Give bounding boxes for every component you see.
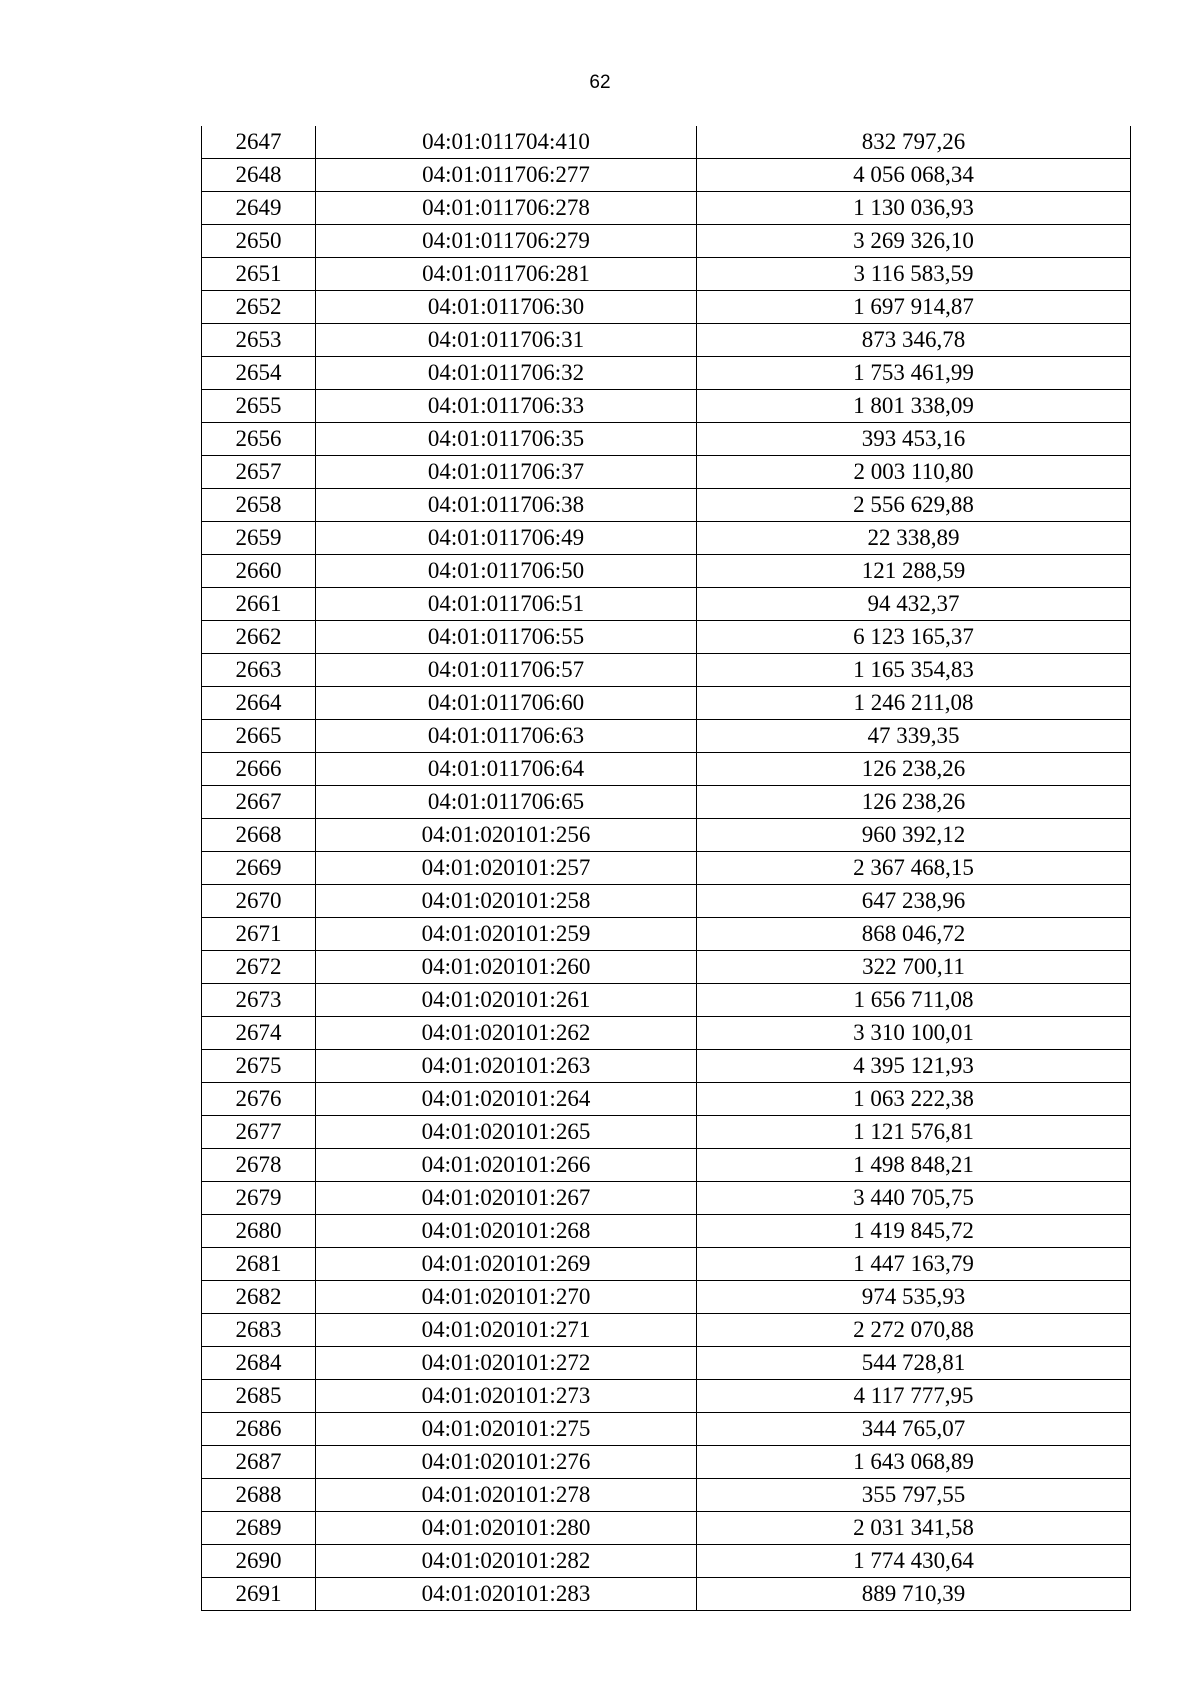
value-cell: 1 419 845,72: [697, 1215, 1131, 1248]
cadastral-number-cell: 04:01:020101:270: [316, 1281, 697, 1314]
cadastral-number-cell: 04:01:011706:60: [316, 687, 697, 720]
cadastral-number-cell: 04:01:011706:49: [316, 522, 697, 555]
row-number-cell: 2663: [202, 654, 316, 687]
value-cell: 1 774 430,64: [697, 1545, 1131, 1578]
table-row: [202, 555, 1131, 588]
cadastral-number-cell: 04:01:011706:64: [316, 753, 697, 786]
cadastral-number-cell: 04:01:020101:282: [316, 1545, 697, 1578]
row-number-cell: 2672: [202, 951, 316, 984]
value-cell: 1 498 848,21: [697, 1149, 1131, 1182]
row-number-cell: 2651: [202, 258, 316, 291]
value-cell: 2 272 070,88: [697, 1314, 1131, 1347]
value-cell: 1 063 222,38: [697, 1083, 1131, 1116]
table-row: [202, 819, 1131, 852]
table-row: [202, 390, 1131, 423]
row-number-cell: 2662: [202, 621, 316, 654]
cadastral-number-cell: 04:01:020101:258: [316, 885, 697, 918]
row-number-cell: 2656: [202, 423, 316, 456]
row-number-cell: 2684: [202, 1347, 316, 1380]
value-cell: 2 031 341,58: [697, 1512, 1131, 1545]
cadastral-number-cell: 04:01:011706:55: [316, 621, 697, 654]
table-row: [202, 1380, 1131, 1413]
value-cell: 3 116 583,59: [697, 258, 1131, 291]
table-row: [202, 588, 1131, 621]
table-row: [202, 192, 1131, 225]
table-row: [202, 1314, 1131, 1347]
row-number-cell: 2650: [202, 225, 316, 258]
row-number-cell: 2674: [202, 1017, 316, 1050]
table-row: [202, 1281, 1131, 1314]
cadastral-number-cell: 04:01:020101:264: [316, 1083, 697, 1116]
row-number-cell: 2691: [202, 1578, 316, 1611]
cadastral-number-cell: 04:01:020101:272: [316, 1347, 697, 1380]
value-cell: 1 656 711,08: [697, 984, 1131, 1017]
value-cell: 344 765,07: [697, 1413, 1131, 1446]
cadastral-number-cell: 04:01:020101:256: [316, 819, 697, 852]
table-row: [202, 1545, 1131, 1578]
cadastral-number-cell: 04:01:011706:33: [316, 390, 697, 423]
row-number-cell: 2673: [202, 984, 316, 1017]
table-row: [202, 753, 1131, 786]
value-cell: 47 339,35: [697, 720, 1131, 753]
table-row: [202, 1347, 1131, 1380]
table-row: [202, 489, 1131, 522]
value-cell: 126 238,26: [697, 753, 1131, 786]
value-cell: 2 367 468,15: [697, 852, 1131, 885]
row-number-cell: 2682: [202, 1281, 316, 1314]
table-body: [202, 126, 1131, 1611]
cadastral-number-cell: 04:01:020101:257: [316, 852, 697, 885]
value-cell: 1 165 354,83: [697, 654, 1131, 687]
value-cell: 1 246 211,08: [697, 687, 1131, 720]
table-row: [202, 654, 1131, 687]
cadastral-number-cell: 04:01:020101:267: [316, 1182, 697, 1215]
table-row: [202, 225, 1131, 258]
cadastral-number-cell: 04:01:020101:262: [316, 1017, 697, 1050]
row-number-cell: 2648: [202, 159, 316, 192]
value-cell: 647 238,96: [697, 885, 1131, 918]
cadastral-number-cell: 04:01:011706:57: [316, 654, 697, 687]
value-cell: 544 728,81: [697, 1347, 1131, 1380]
table-row: [202, 984, 1131, 1017]
table-row: [202, 1578, 1131, 1611]
row-number-cell: 2661: [202, 588, 316, 621]
row-number-cell: 2659: [202, 522, 316, 555]
cadastral-number-cell: 04:01:011706:278: [316, 192, 697, 225]
cadastral-number-cell: 04:01:011706:281: [316, 258, 697, 291]
row-number-cell: 2686: [202, 1413, 316, 1446]
table-row: [202, 126, 1131, 159]
row-number-cell: 2666: [202, 753, 316, 786]
cadastral-number-cell: 04:01:011706:65: [316, 786, 697, 819]
row-number-cell: 2688: [202, 1479, 316, 1512]
table-row: [202, 291, 1131, 324]
value-cell: 1 643 068,89: [697, 1446, 1131, 1479]
value-cell: 1 801 338,09: [697, 390, 1131, 423]
row-number-cell: 2655: [202, 390, 316, 423]
cadastral-number-cell: 04:01:011706:37: [316, 456, 697, 489]
value-cell: 1 447 163,79: [697, 1248, 1131, 1281]
row-number-cell: 2668: [202, 819, 316, 852]
cadastral-number-cell: 04:01:011706:277: [316, 159, 697, 192]
table-row: [202, 1446, 1131, 1479]
row-number-cell: 2671: [202, 918, 316, 951]
value-cell: 2 556 629,88: [697, 489, 1131, 522]
value-cell: 4 056 068,34: [697, 159, 1131, 192]
row-number-cell: 2649: [202, 192, 316, 225]
row-number-cell: 2652: [202, 291, 316, 324]
row-number-cell: 2675: [202, 1050, 316, 1083]
cadastral-number-cell: 04:01:020101:278: [316, 1479, 697, 1512]
cadastral-number-cell: 04:01:020101:280: [316, 1512, 697, 1545]
row-number-cell: 2654: [202, 357, 316, 390]
table-row: [202, 1017, 1131, 1050]
table-row: [202, 357, 1131, 390]
cadastral-number-cell: 04:01:020101:266: [316, 1149, 697, 1182]
value-cell: 1 121 576,81: [697, 1116, 1131, 1149]
value-cell: 1 130 036,93: [697, 192, 1131, 225]
row-number-cell: 2667: [202, 786, 316, 819]
row-number-cell: 2647: [202, 126, 316, 159]
row-number-cell: 2680: [202, 1215, 316, 1248]
value-cell: 3 440 705,75: [697, 1182, 1131, 1215]
row-number-cell: 2681: [202, 1248, 316, 1281]
cadastral-number-cell: 04:01:011706:35: [316, 423, 697, 456]
value-cell: 3 269 326,10: [697, 225, 1131, 258]
table-row: [202, 1413, 1131, 1446]
page-number: 62: [589, 72, 611, 93]
value-cell: 121 288,59: [697, 555, 1131, 588]
cadastral-number-cell: 04:01:020101:271: [316, 1314, 697, 1347]
row-number-cell: 2690: [202, 1545, 316, 1578]
row-number-cell: 2683: [202, 1314, 316, 1347]
cadastral-number-cell: 04:01:020101:283: [316, 1578, 697, 1611]
cadastral-number-cell: 04:01:011706:50: [316, 555, 697, 588]
table-row: [202, 1182, 1131, 1215]
cadastral-number-cell: 04:01:011706:38: [316, 489, 697, 522]
value-cell: 1 753 461,99: [697, 357, 1131, 390]
value-cell: 4 117 777,95: [697, 1380, 1131, 1413]
table-row: [202, 1215, 1131, 1248]
row-number-cell: 2679: [202, 1182, 316, 1215]
value-cell: 1 697 914,87: [697, 291, 1131, 324]
cadastral-number-cell: 04:01:011706:30: [316, 291, 697, 324]
value-cell: 94 432,37: [697, 588, 1131, 621]
table-row: [202, 159, 1131, 192]
table-row: [202, 621, 1131, 654]
value-cell: 126 238,26: [697, 786, 1131, 819]
table-row: [202, 786, 1131, 819]
cadastral-number-cell: 04:01:020101:259: [316, 918, 697, 951]
cadastral-number-cell: 04:01:011706:279: [316, 225, 697, 258]
table-row: [202, 1083, 1131, 1116]
cadastral-number-cell: 04:01:011706:31: [316, 324, 697, 357]
cadastral-number-cell: 04:01:020101:269: [316, 1248, 697, 1281]
cadastral-number-cell: 04:01:011706:63: [316, 720, 697, 753]
row-number-cell: 2658: [202, 489, 316, 522]
row-number-cell: 2665: [202, 720, 316, 753]
row-number-cell: 2687: [202, 1446, 316, 1479]
cadastral-number-cell: 04:01:011706:32: [316, 357, 697, 390]
cadastral-number-cell: 04:01:020101:265: [316, 1116, 697, 1149]
table-row: [202, 1512, 1131, 1545]
row-number-cell: 2669: [202, 852, 316, 885]
value-cell: 4 395 121,93: [697, 1050, 1131, 1083]
row-number-cell: 2653: [202, 324, 316, 357]
row-number-cell: 2678: [202, 1149, 316, 1182]
cadastral-number-cell: 04:01:020101:268: [316, 1215, 697, 1248]
value-cell: 960 392,12: [697, 819, 1131, 852]
value-cell: 3 310 100,01: [697, 1017, 1131, 1050]
table-row: [202, 1149, 1131, 1182]
row-number-cell: 2685: [202, 1380, 316, 1413]
table-row: [202, 423, 1131, 456]
row-number-cell: 2664: [202, 687, 316, 720]
value-cell: 322 700,11: [697, 951, 1131, 984]
value-cell: 873 346,78: [697, 324, 1131, 357]
data-table: [201, 126, 1131, 1611]
table-row: [202, 258, 1131, 291]
cadastral-number-cell: 04:01:020101:263: [316, 1050, 697, 1083]
value-cell: 6 123 165,37: [697, 621, 1131, 654]
table-row: [202, 1050, 1131, 1083]
cadastral-number-cell: 04:01:020101:276: [316, 1446, 697, 1479]
table-row: [202, 852, 1131, 885]
table-row: [202, 522, 1131, 555]
table-row: [202, 720, 1131, 753]
value-cell: 2 003 110,80: [697, 456, 1131, 489]
value-cell: 393 453,16: [697, 423, 1131, 456]
value-cell: 889 710,39: [697, 1578, 1131, 1611]
cadastral-number-cell: 04:01:011704:410: [316, 126, 697, 159]
row-number-cell: 2676: [202, 1083, 316, 1116]
table-row: [202, 951, 1131, 984]
table-row: [202, 918, 1131, 951]
table-row: [202, 1248, 1131, 1281]
table-row: [202, 456, 1131, 489]
value-cell: 355 797,55: [697, 1479, 1131, 1512]
table-row: [202, 885, 1131, 918]
value-cell: 974 535,93: [697, 1281, 1131, 1314]
cadastral-number-cell: 04:01:020101:273: [316, 1380, 697, 1413]
cadastral-number-cell: 04:01:020101:260: [316, 951, 697, 984]
row-number-cell: 2657: [202, 456, 316, 489]
value-cell: 832 797,26: [697, 126, 1131, 159]
row-number-cell: 2677: [202, 1116, 316, 1149]
table-row: [202, 1479, 1131, 1512]
row-number-cell: 2660: [202, 555, 316, 588]
value-cell: 22 338,89: [697, 522, 1131, 555]
value-cell: 868 046,72: [697, 918, 1131, 951]
cadastral-value-table: [201, 126, 1130, 1611]
table-row: [202, 1116, 1131, 1149]
row-number-cell: 2689: [202, 1512, 316, 1545]
cadastral-number-cell: 04:01:020101:261: [316, 984, 697, 1017]
table-row: [202, 324, 1131, 357]
row-number-cell: 2670: [202, 885, 316, 918]
cadastral-number-cell: 04:01:020101:275: [316, 1413, 697, 1446]
cadastral-number-cell: 04:01:011706:51: [316, 588, 697, 621]
table-row: [202, 687, 1131, 720]
